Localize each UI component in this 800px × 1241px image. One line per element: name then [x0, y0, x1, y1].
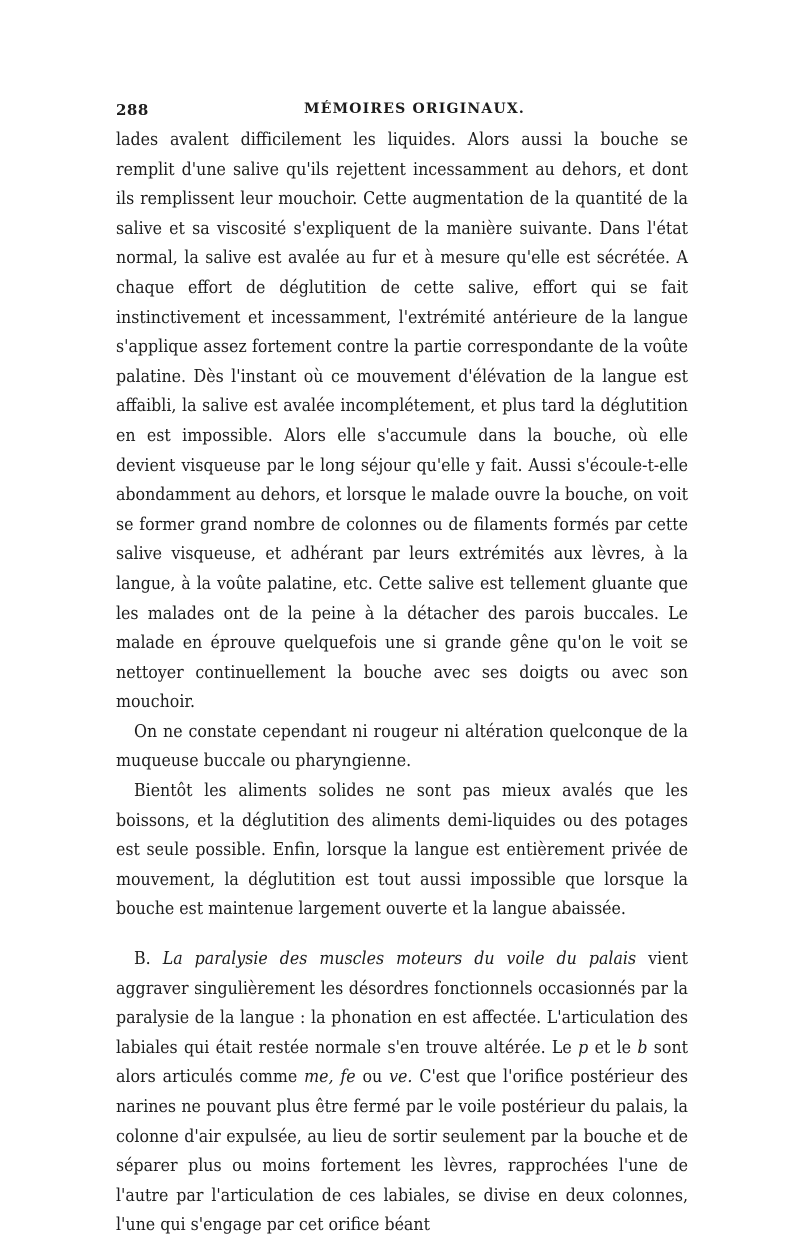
paragraph-4	[116, 945, 688, 1241]
paragraph-4-text-1: vient aggraver singulièrement les désordres fonctionnels occasionnés par la paralysie de la langue : la phonation en est affectée. L'articulation des labiales qui était restée normale s'en trouve altérée. Le	[116, 949, 689, 1058]
paragraph-4-text-5: C'est que l'orifice postérieur des narines ne pouvant plus être fermé par le voile postérieur du palais, la colonne d'air expulsée, au lieu de sortir seulement par la bouche et de séparer plus ou moins fortement les lèvres, rapprochées l'une de l'autre par l'articulation de ces labiales, se divise en deux colonnes, l'une qui s'engage par cet orifice béant	[116, 1067, 688, 1236]
example-ve: ve.	[389, 1067, 413, 1088]
letter-p: p	[578, 1037, 589, 1058]
letter-b: b	[637, 1037, 648, 1058]
running-title: MÉMOIRES ORIGINAUX.	[304, 101, 525, 117]
paragraph-4-text-2: et le	[594, 1037, 632, 1058]
book-page	[116, 96, 688, 1241]
body-text	[116, 126, 688, 1241]
paragraph-4-text-4: ou	[362, 1067, 383, 1088]
paragraph-4-text-3: sont alors articulés comme	[116, 1037, 688, 1088]
paragraph-3: Bientôt les aliments solides ne sont pas mieux avalés que les boissons, et la déglutition des aliments demi-liquides ou des potages est seule possible. Enfin, lorsque la langue est entièrement privée de mouvement, la déglutition est tout aussi impossible que lorsque la bouche est maintenue largement ouverte et la langue abaissée.	[116, 781, 688, 920]
running-head	[116, 96, 688, 126]
paragraph-2: On ne constate cependant ni rougeur ni altération quelconque de la muqueuse buccale ou pharyngienne.	[116, 721, 688, 772]
paragraph-1: lades avalent difficilement les liquides. Alors aussi la bouche se remplit d'une salive qu'ils rejettent incessamment au dehors, et dont ils remplissent leur mouchoir. Cette augmentation de la quantité de la salive et sa viscosité s'expliquent de la manière suivante. Dans l'état normal, la salive est avalée au fur et à mesure qu'elle est sécrétée. A chaque effort de déglutition de cette salive, effort qui se fait instinctivement et incessamment, l'extrémité antérieure de la langue s'applique assez fortement contre la partie correspondante de la voûte palatine. Dès l'instant où ce mouvement d'élévation de la langue est affaibli, la salive est avalée incomplétement, et plus tard la déglutition en est impossible. Alors elle s'accumule dans la bouche, où elle devient visqueuse par le long séjour qu'elle y fait. Aussi s'écoule-t-elle abondamment au dehors, et lorsque le malade ouvre la bouche, on voit se former grand nombre de colonnes ou de filaments formés par cette salive visqueuse, et adhérant par leurs extrémités aux lèvres, à la langue, à la voûte palatine, etc. Cette salive est tellement gluante que les malades ont de la peine à la détacher des parois buccales. Le malade en éprouve quelquefois une si grande gêne qu'on le voit se nettoyer continuellement la bouche avec ses doigts ou avec son mouchoir.	[116, 130, 688, 713]
section-marker: B.	[134, 949, 151, 970]
example-fe: fe	[340, 1067, 356, 1088]
page-number: 288	[116, 101, 149, 119]
section-heading-italic: La paralysie des muscles moteurs du voile du palais	[162, 949, 637, 970]
example-me: me,	[304, 1067, 334, 1088]
